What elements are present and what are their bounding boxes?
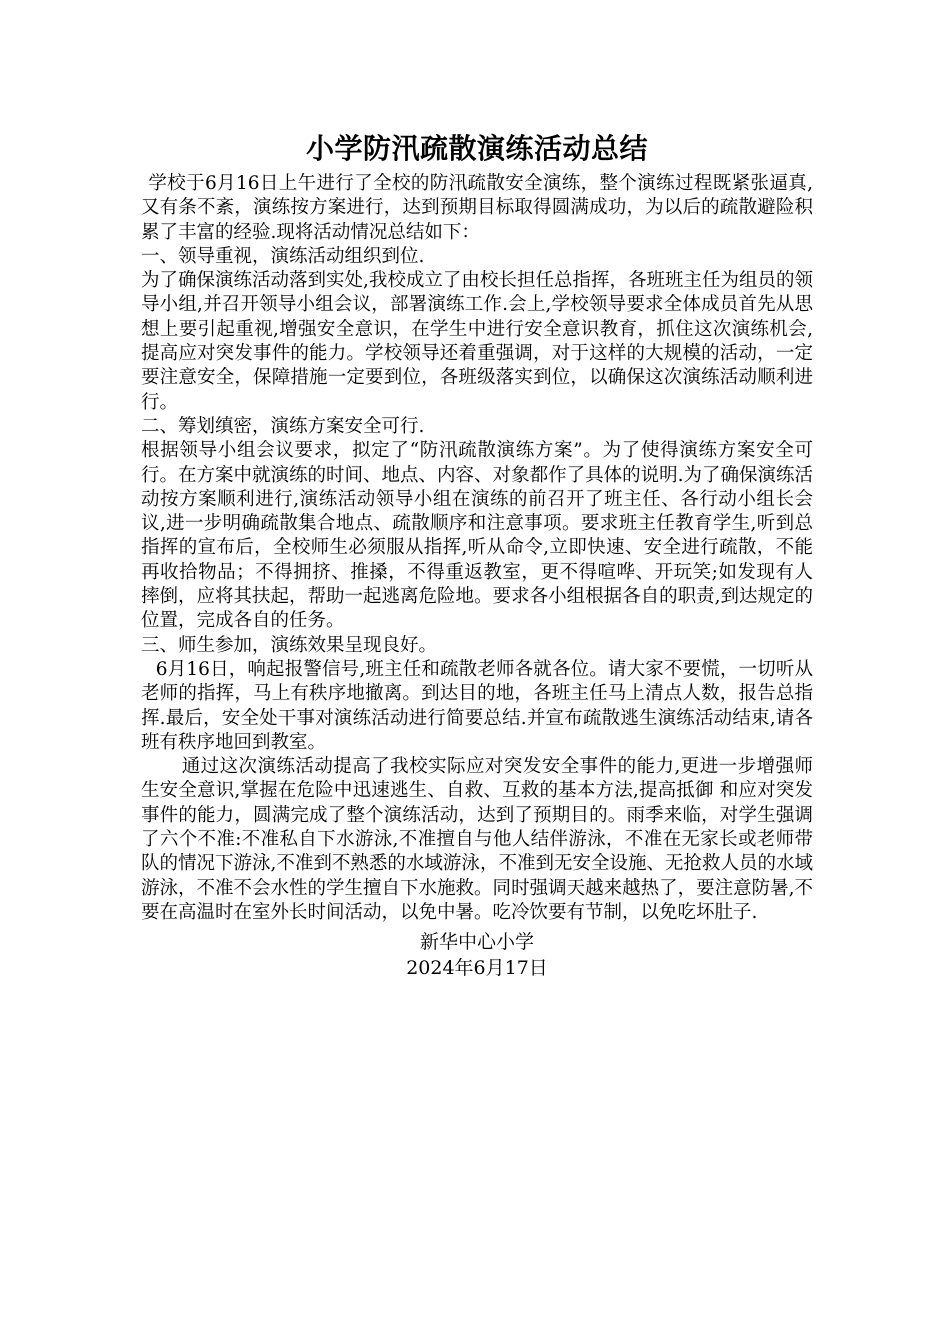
section-3-heading: 三、师生参加，演练效果呈现良好。 [141, 634, 438, 656]
section-2-heading: 二、筹划缜密，演练方案安全可行. [141, 415, 425, 437]
conclusion-paragraph: 通过这次演练活动提高了我校实际应对突发安全事件的能力,更进一步增强师生安全意识,掌握在危险中迅速逃生、自救、互救的基本方法,提高抵御 和应对突发事件的能力，圆满完成了整个演练活动，达到了预期目的。雨季来临，对学生强调了六个不准:不准私自下水游泳,不准擅自与他人结伴游泳，不准在无家长或老师带队的情况下游泳,不准到不熟悉的水域游泳，不准到无安全设施、无抢救人员的水域游泳，不准不会水性的学生擅自下水施救。同时强调天越来越热了，要注意防暑,不要在高温时在室外长时间活动，以免中暑。吃冷饮要有节制，以免吃坏肚子. [141, 756, 813, 923]
section-1-body: 为了确保演练活动落到实处,我校成立了由校长担任总指挥，各班班主任为组员的领导小组,并召开领导小组会议，部署演练工作.会上,学校领导要求全体成员首先从思想上要引起重视,增强安全意识，在学生中进行安全意识教育，抓住这次演练机会,提高应对突发事件的能力。学校领导还着重强调，对于这样的大规模的活动，一定要注意安全，保障措施一定要到位，各班级落实到位，以确保这次演练活动顺利进行。 [141, 270, 813, 413]
section-2-body: 根据领导小组会议要求，拟定了“防汛疏散演练方案”。为了使得演练方案安全可行。在方案中就演练的时间、地点、内容、对象都作了具体的说明.为了确保演练活动按方案顺利进行,演练活动领导小组在演练的前召开了班主任、各行动小组长会议,进一步明确疏散集合地点、疏散顺序和注意事项。要求班主任教育学生,听到总指挥的宣布后，全校师生必须服从指挥,听从命令,立即快速、安全进行疏散，不能再收拾物品；不得拥挤、推搡，不得重返教室，更不得喧哗、开玩笑;如发现有人摔倒，应将其扶起，帮助一起逃离危险地。要求各小组根据各自的职责,到达规定的位置，完成各自的任务。 [141, 440, 813, 632]
signature-school: 新华中心小学 [419, 931, 534, 954]
section-1-heading: 一、领导重视，演练活动组织到位. [141, 245, 425, 267]
section-3-body: 6月16日，响起报警信号,班主任和疏散老师各就各位。请大家不要慌，一切听从老师的指挥，马上有秩序地撤离。到达目的地，各班主任马上清点人数，报告总指挥.最后，安全处干事对演练活动进行简要总结.并宣布疏散逃生演练活动结束,请各班有秩序地回到教室。 [141, 658, 813, 753]
document-body [141, 172, 813, 925]
intro-paragraph: 学校于6月16日上午进行了全校的防汛疏散安全演练，整个演练过程既紧张逼真,又有条不紊，演练按方案进行，达到预期目标取得圆满成功，为以后的疏散避险积累了丰富的经验.现将活动情况总结如下： [141, 173, 813, 243]
signature-date: 2024年6月17日 [406, 957, 548, 980]
document-title: 小学防汛疏散演练活动总结 [305, 132, 648, 165]
signature-block [141, 929, 813, 981]
document-page [141, 128, 813, 981]
